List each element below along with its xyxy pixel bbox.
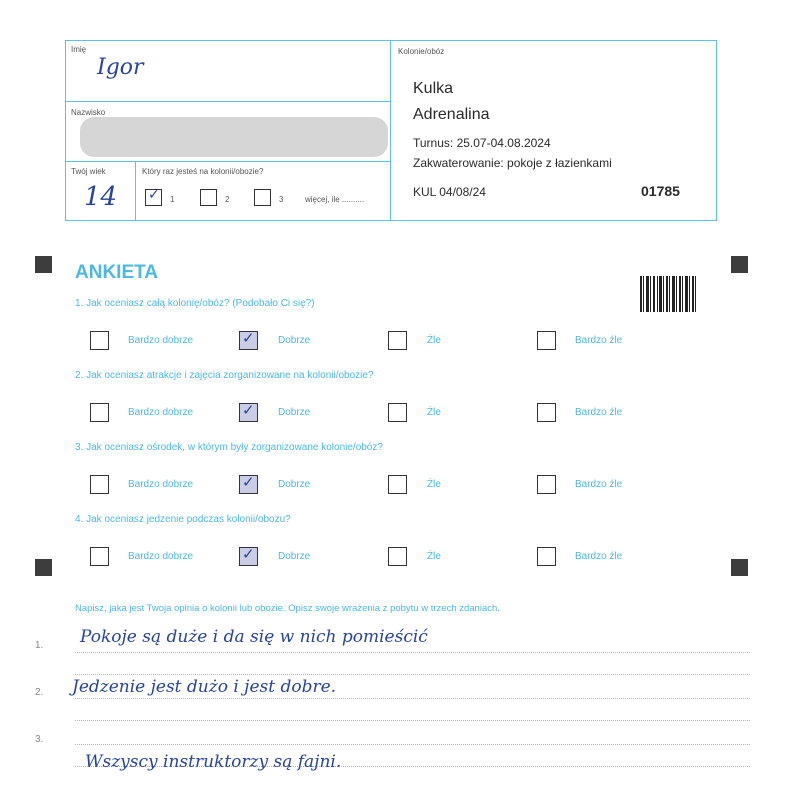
name-label: Imię: [71, 45, 87, 54]
line-number-1: 1.: [35, 640, 44, 651]
registration-marker-bottom-right: [731, 559, 748, 576]
q2-option-1-checkbox[interactable]: [90, 403, 109, 422]
times-more: więcej, ile ..........: [305, 195, 365, 204]
age-value: 14: [84, 182, 118, 212]
q3-option-1-checkbox[interactable]: [90, 475, 109, 494]
header-divider-1: [65, 101, 391, 102]
q2-option-3-checkbox[interactable]: [388, 403, 407, 422]
q2-option-2-label: Dobrze: [278, 407, 311, 418]
q3-option-1-label: Bardzo dobrze: [128, 479, 194, 490]
survey-title: ANKIETA: [75, 262, 159, 283]
times-checkbox-1[interactable]: [145, 189, 162, 206]
q1-option-3-label: Źle: [427, 335, 441, 346]
answer-line-1b: [75, 674, 750, 675]
times-checkbox-2[interactable]: [200, 189, 217, 206]
camp-name: Kulka: [413, 80, 454, 97]
q4-option-3-checkbox[interactable]: [388, 547, 407, 566]
camp-code: KUL 04/08/24: [413, 185, 486, 199]
q1-option-1-checkbox[interactable]: [90, 331, 109, 350]
times-label: Który raz jesteś na kolonii/obozie?: [142, 167, 264, 176]
q4-option-4-checkbox[interactable]: [537, 547, 556, 566]
header-divider-vertical: [390, 40, 391, 221]
times-option-1: 1: [170, 195, 175, 204]
q4-option-3-label: Źle: [427, 551, 441, 562]
answer-2: Jedzenie jest dużo i jest dobre.: [72, 677, 337, 697]
q3-option-3-label: Źle: [427, 479, 441, 490]
times-checkbox-3[interactable]: [254, 189, 271, 206]
barcode: [640, 276, 696, 312]
form-number: 01785: [641, 183, 680, 199]
answer-line-1a: [75, 652, 750, 653]
camp-label: Kolonie/obóz: [398, 47, 445, 56]
check-icon: ✓: [242, 545, 255, 563]
check-icon: ✓: [242, 329, 255, 347]
q2-option-4-label: Bardzo źle: [575, 407, 623, 418]
q4-option-1-label: Bardzo dobrze: [128, 551, 194, 562]
accommodation: Zakwaterowanie: pokoje z łazienkami: [413, 156, 612, 170]
answer-line-2b: [75, 720, 750, 721]
turnus: Turnus: 25.07-04.08.2024: [413, 136, 551, 150]
q3-option-4-checkbox[interactable]: [537, 475, 556, 494]
times-option-3: 3: [279, 195, 284, 204]
answer-line-3a: [75, 744, 750, 745]
surname-label: Nazwisko: [71, 108, 106, 117]
check-icon: ✓: [148, 187, 160, 203]
question-2: 2. Jak oceniasz atrakcje i zajęcia zorganizowane na kolonii/obozie?: [75, 370, 374, 381]
answer-3: Wszyscy instruktorzy są fajni.: [85, 752, 342, 772]
q3-option-3-checkbox[interactable]: [388, 475, 407, 494]
q2-option-3-label: Źle: [427, 407, 441, 418]
q3-option-4-label: Bardzo źle: [575, 479, 623, 490]
answer-line-2a: [75, 698, 750, 699]
q1-option-3-checkbox[interactable]: [388, 331, 407, 350]
times-option-2: 2: [225, 195, 230, 204]
camp-sub: Adrenalina: [413, 106, 490, 123]
line-number-3: 3.: [35, 734, 44, 745]
q2-option-4-checkbox[interactable]: [537, 403, 556, 422]
opinion-prompt: Napisz, jaka jest Twoja opinia o kolonii lub obozie. Opisz swoje wrażenia z pobytu w trzech zdaniach.: [75, 603, 500, 614]
registration-marker-top-left: [35, 256, 52, 273]
check-icon: ✓: [242, 473, 255, 491]
name-value: Igor: [97, 55, 144, 80]
answer-1: Pokoje są duże i da się w nich pomieścić: [80, 627, 428, 647]
header-divider-age: [135, 161, 136, 221]
age-label: Twój wiek: [71, 167, 106, 176]
q2-option-2-checkbox[interactable]: [239, 403, 258, 422]
line-number-2: 2.: [35, 687, 44, 698]
question-4: 4. Jak oceniasz jedzenie podczas kolonii/obozu?: [75, 514, 291, 525]
q4-option-1-checkbox[interactable]: [90, 547, 109, 566]
q4-option-2-checkbox[interactable]: [239, 547, 258, 566]
q2-option-1-label: Bardzo dobrze: [128, 407, 194, 418]
q1-option-4-label: Bardzo źle: [575, 335, 623, 346]
question-3: 3. Jak oceniasz ośrodek, w którym były zorganizowane kolonie/obóz?: [75, 442, 383, 453]
q3-option-2-checkbox[interactable]: [239, 475, 258, 494]
q1-option-2-label: Dobrze: [278, 335, 311, 346]
header-divider-2: [65, 161, 391, 162]
question-1: 1. Jak oceniasz całą kolonię/obóz? (Podobało Ci się?): [75, 298, 315, 309]
registration-marker-top-right: [731, 256, 748, 273]
q4-option-2-label: Dobrze: [278, 551, 311, 562]
q4-option-4-label: Bardzo źle: [575, 551, 623, 562]
check-icon: ✓: [242, 401, 255, 419]
registration-marker-bottom-left: [35, 559, 52, 576]
q1-option-1-label: Bardzo dobrze: [128, 335, 194, 346]
surname-redacted: [80, 117, 388, 157]
q1-option-2-checkbox[interactable]: [239, 331, 258, 350]
q1-option-4-checkbox[interactable]: [537, 331, 556, 350]
q3-option-2-label: Dobrze: [278, 479, 311, 490]
